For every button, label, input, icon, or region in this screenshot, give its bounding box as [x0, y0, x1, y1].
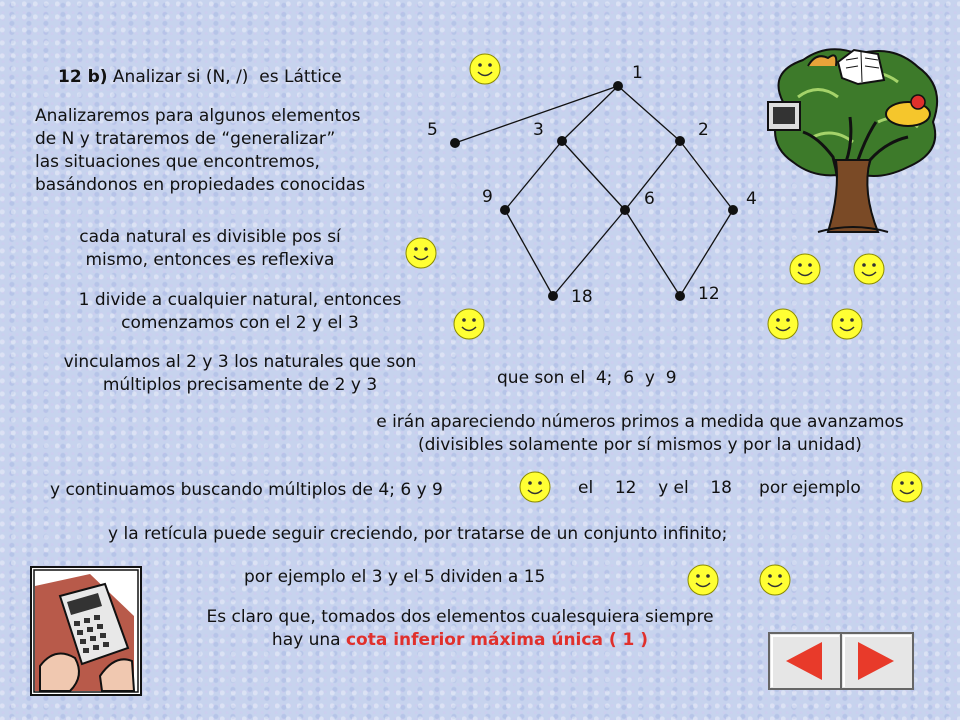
node-9: [500, 205, 510, 215]
example-number: 18: [710, 478, 732, 498]
link-line: vinculamos al 2 y 3 los naturales que son: [63, 352, 417, 372]
edge-2-4: [680, 141, 733, 210]
primes-line: e irán apareciendo números primos a medida que avanzamos: [376, 412, 904, 432]
smiley-icon: [830, 307, 864, 341]
conclusion-text: [150, 606, 770, 652]
tree-clipart-icon: [758, 42, 948, 237]
edge-6-18: [553, 210, 625, 296]
example-number: 12: [614, 478, 637, 498]
reflexive-line: cada natural es divisible pos sí: [79, 227, 341, 247]
title-text: Analizar si (N, /): [112, 67, 249, 87]
intro-line: de N y trataremos de “generalizar”: [35, 129, 336, 149]
intro-line: las situaciones que encontremos,: [35, 152, 320, 172]
smiley-icon: [468, 52, 502, 86]
smiley-icon: [452, 307, 486, 341]
edge-3-9: [505, 141, 562, 210]
calculator-clipart-icon: [30, 566, 142, 696]
edge-1-3: [562, 86, 618, 141]
node-18: [548, 291, 558, 301]
fifteen-text: por ejemplo el 3 y el 5 dividen a 15: [244, 567, 546, 587]
node-label-2: 2: [698, 120, 709, 140]
node-label-4: 4: [746, 189, 757, 209]
node-12: [675, 291, 685, 301]
reflexive-text: [40, 226, 380, 272]
prev-arrow-icon: [768, 632, 842, 690]
node-label-12: 12: [698, 284, 720, 304]
start-line: 1 divide a cualquier natural, entonces: [78, 290, 402, 310]
example-word: por ejemplo: [759, 478, 861, 498]
prev-slide-button[interactable]: [768, 632, 842, 690]
link-line: múltiplos precisamente de 2 y 3: [102, 375, 378, 395]
node-label-3: 3: [533, 120, 544, 140]
node-2: [675, 136, 685, 146]
next-slide-button[interactable]: [840, 632, 914, 690]
example-word: y el: [658, 478, 689, 498]
start-line: comenzamos con el 2 y el 3: [121, 313, 359, 333]
smiley-icon: [788, 252, 822, 286]
primes-text: [330, 411, 950, 457]
conclusion-prefix: hay una: [271, 630, 341, 650]
link-text: [30, 351, 450, 397]
node-label-1: 1: [632, 63, 643, 83]
node-label-6: 6: [644, 189, 655, 209]
edge-3-6: [562, 141, 625, 210]
node-label-9: 9: [482, 187, 493, 207]
node-5: [450, 138, 460, 148]
smiley-icon: [766, 307, 800, 341]
edge-6-12: [625, 210, 680, 296]
continue-text: y continuamos buscando múltiplos de 4; 6 y 9: [50, 480, 443, 500]
intro-line: Analizaremos para algunos elementos: [35, 106, 361, 126]
intro-paragraph: [35, 105, 365, 197]
smiley-icon: [758, 563, 792, 597]
grow-text: y la retícula puede seguir creciendo, por tratarse de un conjunto infinito;: [108, 524, 728, 544]
node-3: [557, 136, 567, 146]
title-prefix: 12 b): [58, 67, 108, 87]
slide-title: [58, 66, 342, 89]
smiley-icon: [404, 236, 438, 270]
smiley-icon: [686, 563, 720, 597]
conclusion-line: Es claro que, tomados dos elementos cualesquiera siempre: [206, 607, 714, 627]
next-arrow-icon: [840, 632, 914, 690]
example-text: [578, 477, 861, 500]
node-label-5: 5: [427, 120, 438, 140]
intro-line: basándonos en propiedades conocidas: [35, 175, 366, 195]
multiples-text: que son el 4; 6 y 9: [497, 368, 677, 388]
start-text: [40, 289, 440, 335]
conclusion-highlight: cota inferior máxima única ( 1 ): [345, 630, 649, 650]
edge-1-2: [618, 86, 680, 141]
reflexive-line: mismo, entonces es reflexiva: [85, 250, 335, 270]
node-6: [620, 205, 630, 215]
node-4: [728, 205, 738, 215]
smiley-icon: [852, 252, 886, 286]
title-suffix: es Láttice: [259, 67, 342, 87]
example-word: el: [578, 478, 594, 498]
smiley-icon: [890, 470, 924, 504]
smiley-icon: [518, 470, 552, 504]
node-1: [613, 81, 623, 91]
conclusion-line: [150, 629, 770, 652]
edge-9-18: [505, 210, 553, 296]
node-label-18: 18: [571, 287, 593, 307]
primes-line: (divisibles solamente por sí mismos y por la unidad): [418, 435, 862, 455]
